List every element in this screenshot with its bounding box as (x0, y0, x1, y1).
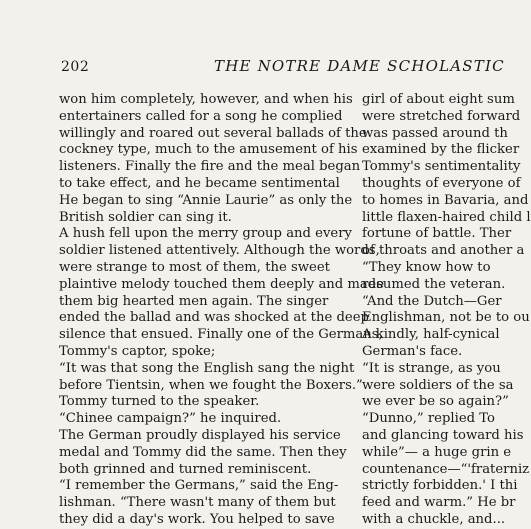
text-line: before Tientsin, when we fought the Boxers.” (59, 377, 363, 393)
text-line: “I remember the Germans,” said the Eng- (59, 478, 339, 494)
text-line: and glancing toward his (362, 427, 524, 443)
text-line: both grinned and turned reminiscent. (59, 461, 312, 477)
text-line: of throats and another a (362, 243, 525, 259)
text-line: resumed the veteran. (362, 276, 506, 292)
text-line: Tommy's captor, spoke; (59, 343, 216, 359)
text-line: strictly forbidden.' I thi (362, 478, 518, 494)
text-line: were strange to most of them, the sweet (59, 259, 330, 275)
text-line: British soldier can sing it. (59, 209, 232, 225)
text-line: Tommy's sentimentality (362, 159, 521, 175)
text-line: won him completely, however, and when his (59, 92, 353, 107)
text-line: examined by the flicker (362, 142, 520, 158)
text-line: listeners. Finally the fire and the meal began (59, 159, 361, 175)
text-line: “Dunno,” replied To (362, 411, 495, 427)
text-line: Englishman, not be to ou (362, 310, 530, 326)
text-line: them big hearted men again. The singer (59, 293, 329, 309)
text-line: cockney type, much to the amusement of his (59, 142, 358, 158)
text-line: “Chinee campaign?” he inquired. (59, 411, 282, 427)
text-line: silence that ensued. Finally one of the Germans, (59, 327, 383, 343)
text-line: “They know how to (362, 259, 491, 275)
text-line: was passed around th (362, 125, 508, 141)
text-line: while”— a huge grin e (362, 444, 512, 460)
text-line: plaintive melody touched them deeply and made (59, 276, 385, 292)
text-line: willingly and roared out several ballads of the (59, 125, 367, 141)
text-line: soldier listened attentively. Although the words, (59, 243, 380, 259)
text-line: “And the Dutch—Ger (362, 293, 502, 309)
text-line: were soldiers of the sa (362, 377, 514, 393)
text-line: girl of about eight sum (362, 92, 515, 107)
text-line: “It is strange, as you (362, 360, 501, 376)
text-line: thoughts of everyone of (362, 175, 521, 191)
text-line: to take effect, and he became sentimental (59, 175, 340, 191)
text-line: Tommy turned to the speaker. (59, 394, 260, 410)
text-line: He began to sing “Annie Laurie” as only the (59, 192, 353, 208)
text-line: they did a day's work. You helped to save (59, 511, 335, 527)
text-line: ended the ballad and was shocked at the deep (59, 310, 369, 326)
text-line: A hush fell upon the merry group and every (59, 226, 352, 242)
text-line: fortune of battle. Ther (362, 226, 512, 242)
text-line: medal and Tommy did the same. Then they (59, 444, 347, 460)
text-line: lishman. “There wasn't many of them but (59, 495, 336, 511)
text-line: German's face. (362, 343, 463, 359)
right-column (362, 92, 531, 529)
text-line: with a chuckle, and... (362, 511, 506, 527)
left-column (59, 92, 385, 529)
text-line: little flaxen-haired child l (362, 209, 531, 225)
text-line: countenance—“'fraterniz (362, 461, 530, 477)
running-head: THE NOTRE DAME SCHOLASTIC (214, 57, 505, 75)
text-line: to homes in Bavaria, and (362, 192, 529, 208)
text-line: we ever be so again?” (362, 394, 509, 410)
text-line: were stretched forward (362, 108, 521, 124)
text-line: entertainers called for a song he complied (59, 108, 343, 124)
page-number: 202 (61, 59, 90, 75)
text-line: “It was that song the English sang the night (59, 360, 355, 376)
text-line: The German proudly displayed his service (59, 427, 341, 443)
text-line: feed and warm.” He br (362, 495, 516, 511)
text-line: A kindly, half-cynical (362, 327, 500, 343)
